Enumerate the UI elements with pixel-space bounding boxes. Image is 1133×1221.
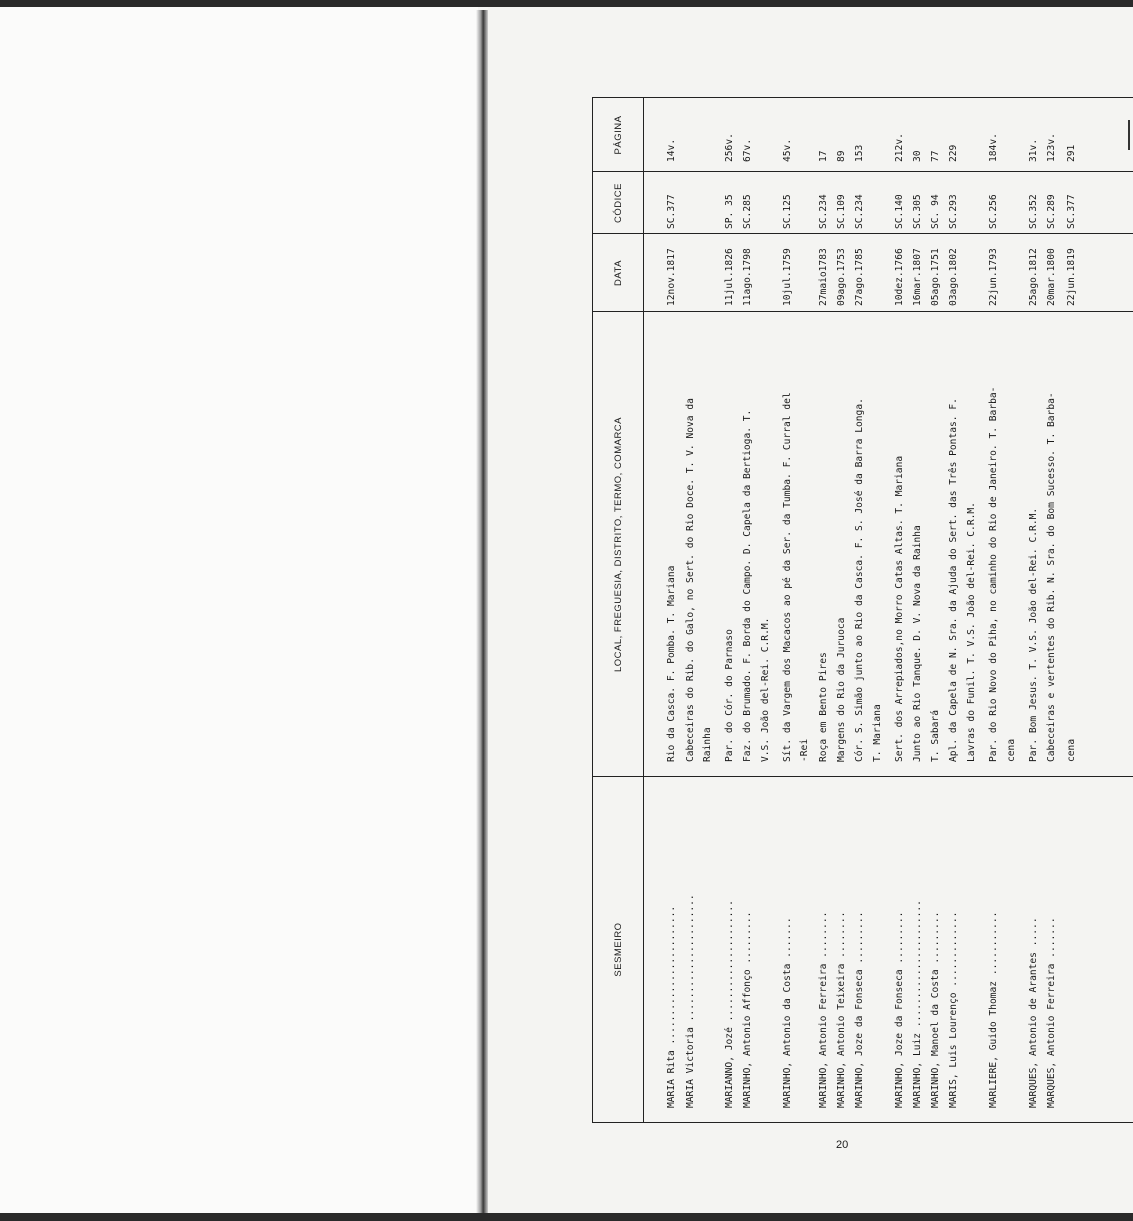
data-cell: 16mar.1807 <box>912 248 923 306</box>
header-pagina <box>593 98 644 172</box>
scan-bottom-border <box>0 1213 1133 1221</box>
data-cell: 03ago.1802 <box>948 248 959 306</box>
sesmarias-table <box>592 97 1133 1123</box>
codice-cell: SC.109 <box>836 194 847 229</box>
page-number: 20 <box>836 1139 849 1151</box>
pagina-cell: 45v. <box>782 138 793 162</box>
codice-cell: SC.140 <box>894 194 905 229</box>
table-row <box>965 98 979 1122</box>
data-cell: 25ago.1812 <box>1028 248 1039 306</box>
table-row <box>817 98 831 1122</box>
pagina-cell: 184v. <box>988 133 999 162</box>
sesmeiro-cell: MARINHO, Antonio Affonço ......... <box>742 911 753 1108</box>
table-row <box>759 98 773 1122</box>
codice-cell: SC.125 <box>782 194 793 229</box>
local-cell: Cabeceiras e vertentes do Rib. N. Sra. do Bom Sucesso. T. Barba- <box>1046 392 1057 762</box>
local-cell: Margens do Rio da Juruoca <box>836 617 847 762</box>
data-cell: 20mar.1800 <box>1046 248 1057 306</box>
local-cell: Cabeceiras do Rib. do Galo, no Sert. do Rio Doce. T. V. Nova da <box>685 398 696 762</box>
header-data <box>593 234 644 312</box>
sesmeiro-cell: MARINHO, Joze da Fonseca ......... <box>854 911 865 1108</box>
sesmeiro-cell: MARIS, Luis Lourenço ............. <box>948 911 959 1108</box>
codice-cell: SC. 94 <box>930 194 941 229</box>
local-cell: Rainha <box>702 727 713 762</box>
sesmeiro-cell: MARQUES, Antonio de Arantes ..... <box>1028 917 1039 1108</box>
local-cell: Cór. S. Simão junto ao Rio da Casca. F. S. José da Barra Longa. <box>854 398 865 762</box>
table-row <box>781 98 795 1122</box>
data-cell: 12nov.1817 <box>666 248 677 306</box>
data-cell: 10jul.1759 <box>782 248 793 306</box>
local-cell: Apl. da Capela de N. Sra. da Ajuda do Sert. das Três Pontas. F. <box>948 398 959 762</box>
header-data-label: DATA <box>612 260 624 286</box>
data-cell: 10dez.1766 <box>894 248 905 306</box>
header-pagina-label: PÁGINA <box>612 115 624 155</box>
header-local <box>593 312 644 777</box>
codice-cell: SC.234 <box>854 194 865 229</box>
codice-cell: SP. 35 <box>724 194 735 229</box>
local-cell: -Rei <box>799 738 810 762</box>
local-cell: cena <box>1006 738 1017 762</box>
local-cell: cena <box>1066 738 1077 762</box>
local-cell: Rio da Casca. F. Pomba. T. Mariana <box>666 565 677 762</box>
table-row <box>1065 98 1079 1122</box>
pagina-cell: 229 <box>948 144 959 162</box>
data-cell: 05ago.1751 <box>930 248 941 306</box>
sesmeiro-cell: MARQUES, Antonio Ferreira ....... <box>1046 917 1057 1108</box>
pagina-cell: 31v. <box>1028 138 1039 162</box>
table-row <box>911 98 925 1122</box>
local-cell: Par. do Rio Novo do Piha, no caminho do Rio de Janeiro. T. Barba- <box>988 386 999 762</box>
header-codice <box>593 172 644 234</box>
local-cell: T. Sabará <box>930 710 941 762</box>
table-row <box>1005 98 1019 1122</box>
table-row <box>929 98 943 1122</box>
table-row <box>947 98 961 1122</box>
pagina-cell: 123v. <box>1046 133 1057 162</box>
table-row <box>1027 98 1041 1122</box>
sesmeiro-cell: MARINHO, Antonio Ferreira ........ <box>818 911 829 1108</box>
sesmeiro-cell: MARIA Victoria ...................... <box>685 894 696 1108</box>
data-cell: 27maio1783 <box>818 248 829 306</box>
header-local-label: LOCAL, FREGUESIA, DISTRITO, TERMO, COMARCA <box>612 416 624 673</box>
data-cell: 11ago.1798 <box>742 248 753 306</box>
pagina-cell: 153 <box>854 144 865 162</box>
header-codice-label: CÓDICE <box>612 183 624 223</box>
pagina-cell: 89 <box>836 150 847 162</box>
data-cell: 09ago.1753 <box>836 248 847 306</box>
table-row <box>871 98 885 1122</box>
table-row <box>987 98 1001 1122</box>
local-cell: Lavras do Funil. T. V.S. João del-Rei. C.R.M. <box>966 502 977 762</box>
codice-cell: SC.289 <box>1046 194 1057 229</box>
pagina-cell: 77 <box>930 150 941 162</box>
pagina-cell: 30 <box>912 150 923 162</box>
local-cell: V.S. João del-Rei. C.R.M. <box>760 617 771 762</box>
local-cell: Faz. do Brumado. F. Borda do Campo. D. Capela da Bertioga. T. <box>742 409 753 762</box>
pagina-cell: 256v. <box>724 133 735 162</box>
data-cell: 22jun.1819 <box>1066 248 1077 306</box>
codice-cell: SC.293 <box>948 194 959 229</box>
local-cell: Sert. dos Arrepiados,no Morro Catas Altas. T. Mariana <box>894 455 905 762</box>
codice-cell: SC.305 <box>912 194 923 229</box>
table-row <box>893 98 907 1122</box>
codice-cell: SC.285 <box>742 194 753 229</box>
sesmeiro-cell: MARLIERE, Guido Thomaz ........... <box>988 911 999 1108</box>
sesmeiro-cell: MARIANNO, Jozé ..................... <box>724 900 735 1108</box>
data-cell: 27ago.1785 <box>854 248 865 306</box>
data-cell: 11jul.1826 <box>724 248 735 306</box>
local-cell: Junto ao Rio Tanque. D. V. Nova da Rainha <box>912 525 923 762</box>
data-cell: 22jun.1793 <box>988 248 999 306</box>
codice-cell: SC.234 <box>818 194 829 229</box>
sesmeiro-cell: MARINHO, Joze da Fonseca ......... <box>894 911 905 1108</box>
codice-cell: SC.352 <box>1028 194 1039 229</box>
codice-cell: SC.256 <box>988 194 999 229</box>
header-sesmeiro <box>593 777 644 1122</box>
table-row <box>853 98 867 1122</box>
table-row <box>684 98 698 1122</box>
table-row <box>701 98 715 1122</box>
pagina-cell: 67v. <box>742 138 753 162</box>
local-cell: Sít. da Vargem dos Macacos ao pé da Ser. da Tumba. F. Curral del <box>782 392 793 762</box>
header-sesmeiro-label: SESMEIRO <box>612 922 624 977</box>
local-cell: T. Mariana <box>872 704 883 762</box>
codice-cell: SC.377 <box>666 194 677 229</box>
pagina-cell: 17 <box>818 150 829 162</box>
table-row <box>835 98 849 1122</box>
sesmeiro-cell: MARIA Rita ........................ <box>666 905 677 1108</box>
sesmeiro-cell: MARINHO, Manoel da Costa ......... <box>930 911 941 1108</box>
table-row <box>723 98 737 1122</box>
book-spine <box>476 10 488 1213</box>
table-row <box>741 98 755 1122</box>
pagina-cell: 291 <box>1066 144 1077 162</box>
scan-top-border <box>0 0 1133 7</box>
table-row <box>665 98 679 1122</box>
sesmarias-table-container <box>592 97 1133 1123</box>
pagina-cell: 14v. <box>666 138 677 162</box>
table-row <box>1045 98 1059 1122</box>
codice-cell: SC.377 <box>1066 194 1077 229</box>
local-cell: Par. Bom Jesus. T. V.S. João del-Rei. C.R.M. <box>1028 507 1039 762</box>
table-row <box>798 98 812 1122</box>
local-cell: Roça em Bento Pires <box>818 652 829 762</box>
sesmeiro-cell: MARINHO, Luiz ...................... <box>912 900 923 1108</box>
sesmeiro-cell: MARINHO, Antonio Teixeira ........ <box>836 911 847 1108</box>
local-cell: Par. do Cór. do Parnaso <box>724 629 735 762</box>
pagina-cell: 212v. <box>894 133 905 162</box>
sesmeiro-cell: MARINHO, Antonio da Costa ....... <box>782 917 793 1108</box>
left-blank-page <box>0 7 478 1213</box>
